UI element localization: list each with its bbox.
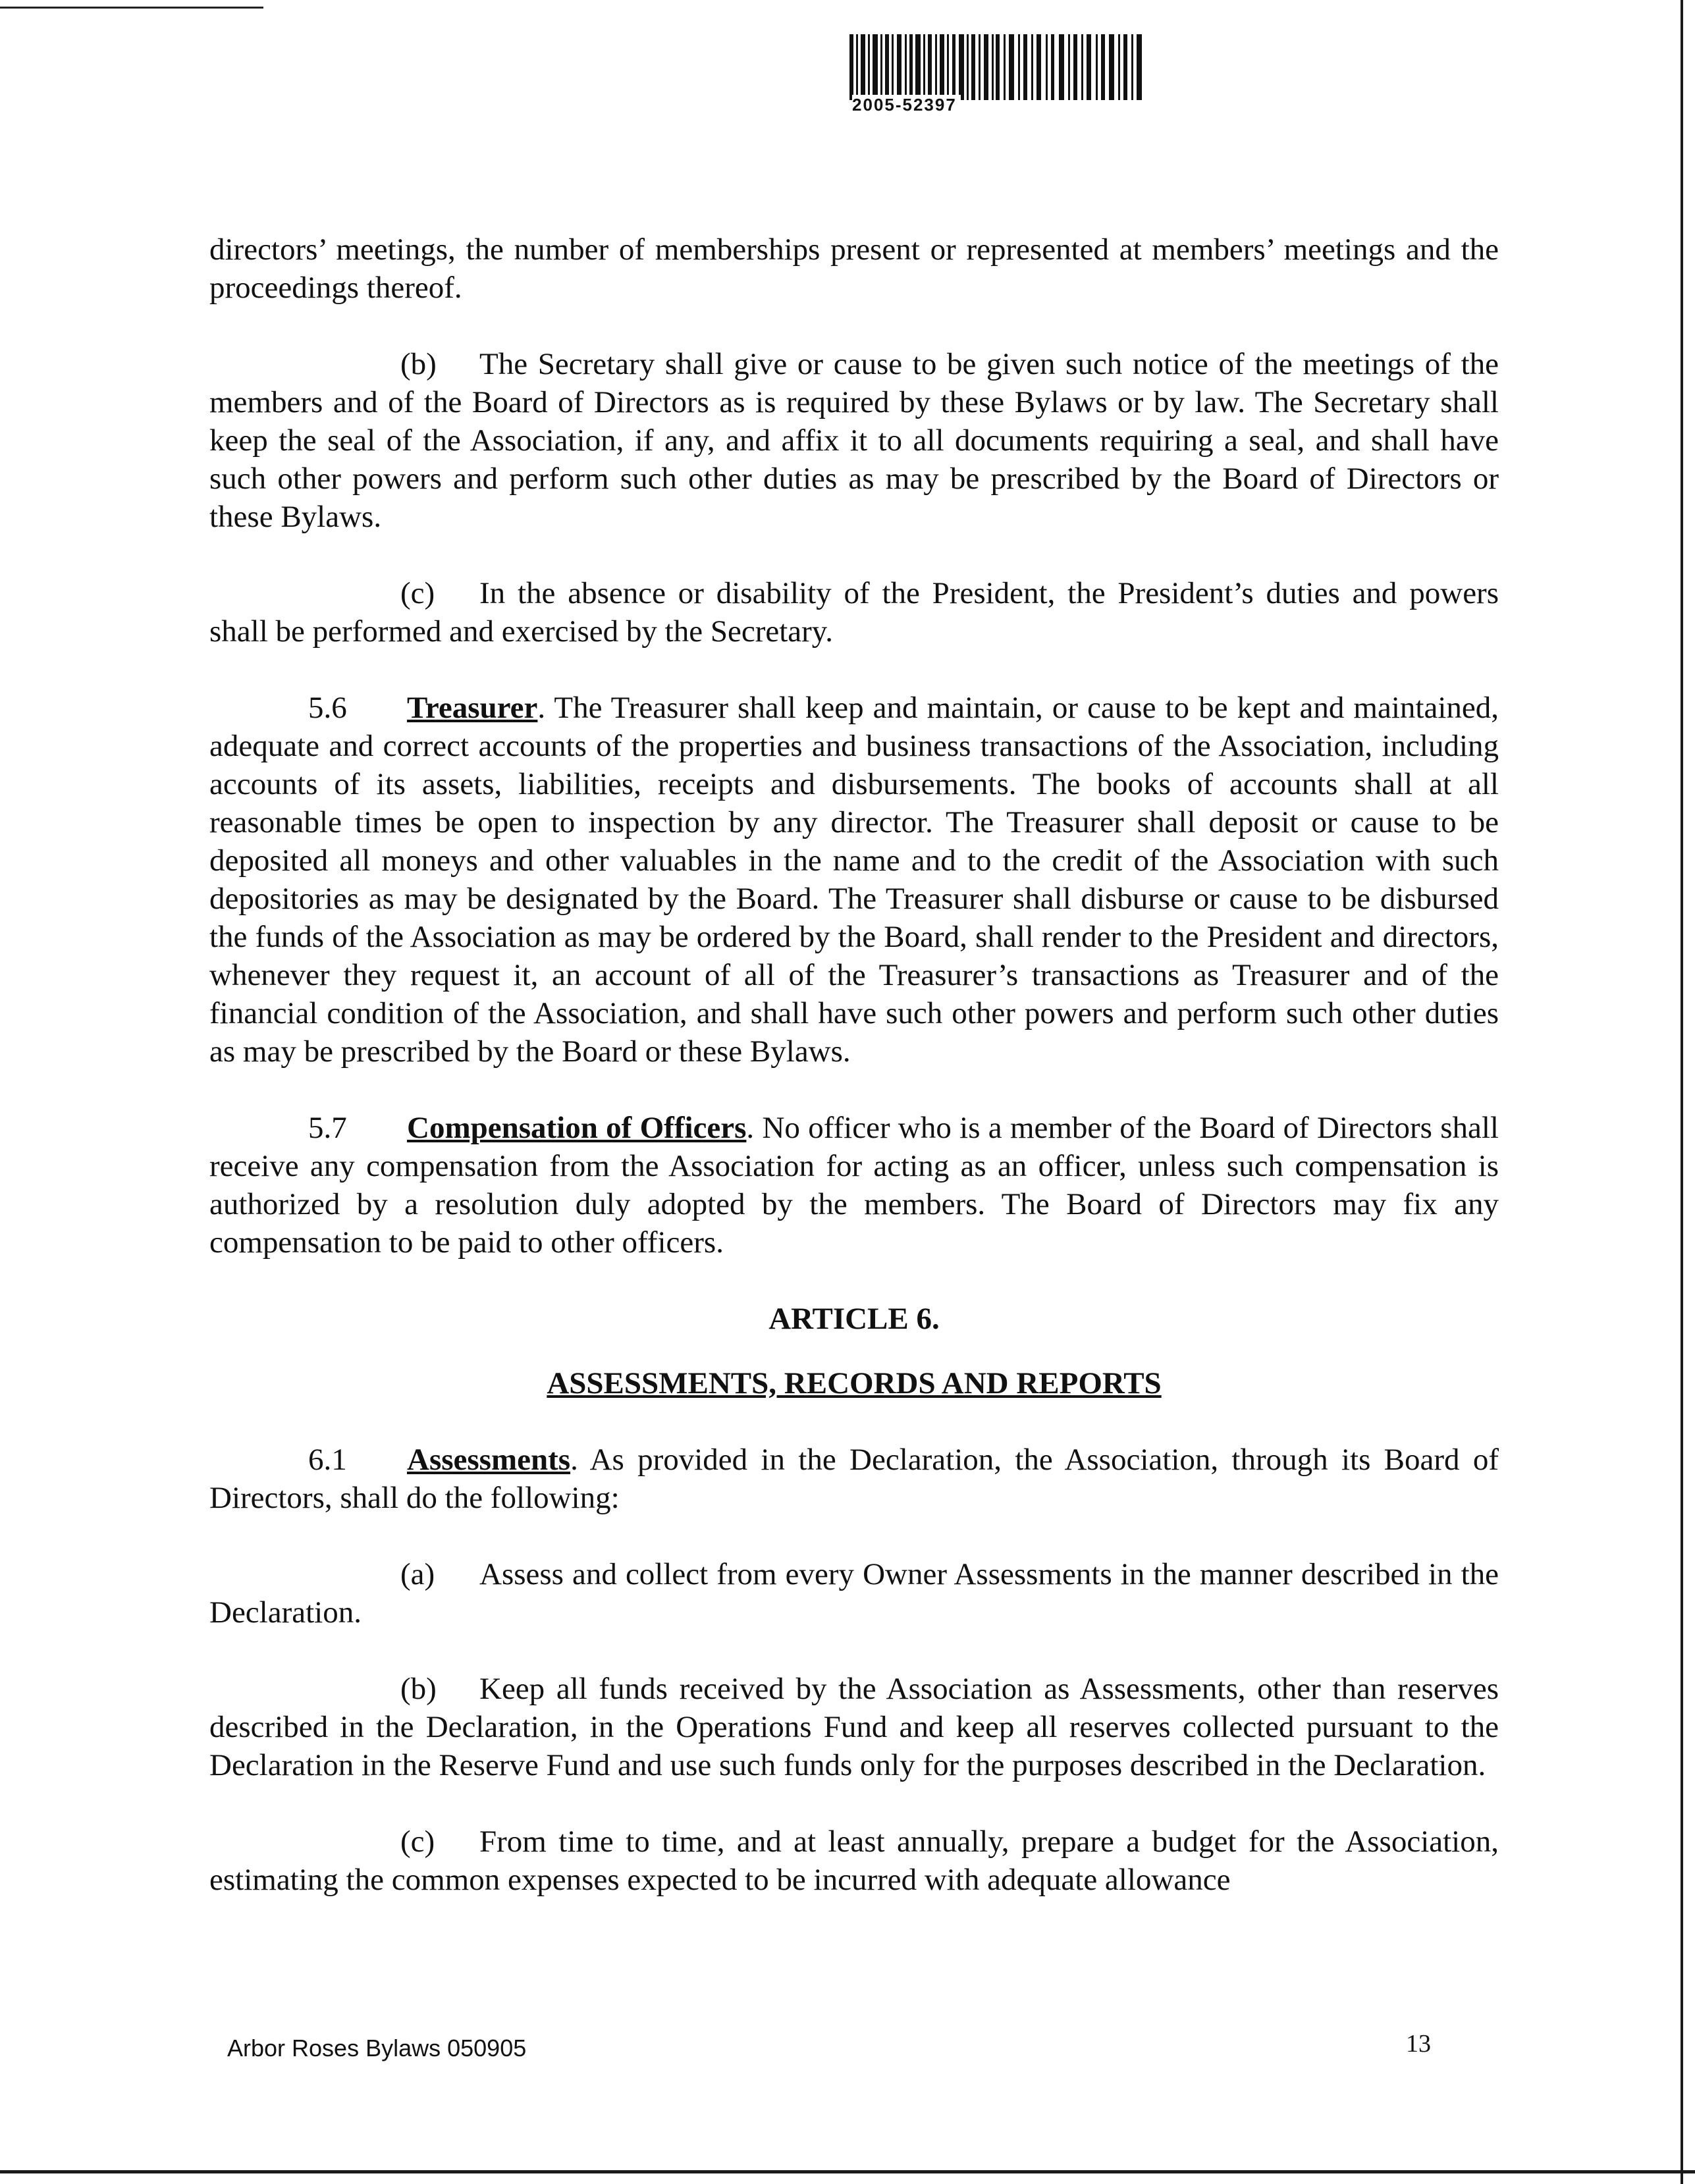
article-title: ARTICLE 6.: [768, 1302, 940, 1336]
scan-edge-line: [0, 7, 263, 9]
barcode-icon: [849, 34, 1146, 100]
scan-border-bottom: [0, 2170, 1695, 2173]
paragraph-6-1-b: [209, 1670, 1499, 1784]
section-5-6: [209, 689, 1499, 1071]
item-number: (c): [400, 576, 435, 610]
section-text: . As provided in the Declaration, the Association, through its Board of Directors, shall do the following:: [209, 1443, 1499, 1515]
section-number: 5.7: [308, 1111, 347, 1145]
item-text: Keep all funds received by the Association as Assessments, other than reserves described in the Declaration, in the Operations Fund and keep all reserves collected pursuant to the Declaration in the Reserve Fund and use such funds only for the purposes described in the Declaration.: [209, 1672, 1499, 1782]
item-text: From time to time, and at least annually, prepare a budget for the Association, estimating the common expenses expected to be incurred with adequate allowance: [209, 1824, 1499, 1897]
section-number: 5.6: [308, 691, 347, 725]
paragraph-6-1-c: [209, 1823, 1499, 1899]
item-number: (a): [400, 1557, 435, 1591]
footer-document-name: Arbor Roses Bylaws 050905: [227, 2035, 527, 2062]
section-heading: Assessments: [407, 1443, 571, 1477]
section-6-1: [209, 1441, 1499, 1517]
section-text: . No officer who is a member of the Board of Directors shall receive any compensation from the Association for acting as an officer, unless such compensation is authorized by a resolution duly adopted by the members. The Board of Directors may fix any compensation to be paid to other officers.: [209, 1111, 1499, 1260]
intro-paragraph: directors’ meetings, the number of memberships present or represented at members’ meetings and the proceedings thereof.: [209, 232, 1499, 305]
section-text: . The Treasurer shall keep and maintain, or cause to be kept and maintained, adequate and correct accounts of the properties and business transactions of the Association, including accounts of its assets, liabilities, receipts and disbursements. The books of accounts shall at all reasonable times be open to inspection by any director. The Treasurer shall deposit or cause to be deposited all moneys and other valuables in the name and to the credit of the Association with such depositories as may be designated by the Board. The Treasurer shall disburse or cause to be disbursed the funds of the Association as may be ordered by the Board, shall render to the President and directors, whenever they request it, an account of all of the Treasurer’s transactions as Treasurer and of the financial condition of the Association, and shall have such other powers and perform such other duties as may be prescribed by the Board or these Bylaws.: [209, 691, 1499, 1069]
paragraph-5-5-c: [209, 574, 1499, 651]
section-heading: Treasurer: [407, 691, 538, 725]
item-number: (b): [400, 347, 437, 381]
page-number: 13: [1406, 2030, 1431, 2058]
item-text: In the absence or disability of the President, the President’s duties and powers shall be performed and exercised by the Secretary.: [209, 576, 1499, 649]
document-barcode: [849, 34, 1152, 115]
section-5-7: [209, 1109, 1499, 1262]
section-heading: Compensation of Officers: [407, 1111, 747, 1145]
item-number: (c): [400, 1824, 435, 1859]
paragraph-5-5-b: [209, 345, 1499, 536]
section-number: 6.1: [308, 1443, 347, 1477]
article-subtitle: ASSESSMENTS, RECORDS AND REPORTS: [547, 1366, 1162, 1400]
scan-border-right: [1681, 0, 1683, 2184]
item-number: (b): [400, 1672, 437, 1706]
document-body: [209, 230, 1499, 1937]
paragraph-6-1-a: [209, 1555, 1499, 1632]
item-text: Assess and collect from every Owner Assessments in the manner described in the Declaration.: [209, 1557, 1499, 1630]
item-text: The Secretary shall give or cause to be given such notice of the meetings of the members and of the Board of Directors as is required by these Bylaws or by law. The Secretary shall keep the seal of the Association, if any, and affix it to all documents requiring a seal, and shall have such other powers and perform such other duties as may be prescribed by the Board of Directors or these Bylaws.: [209, 347, 1499, 534]
barcode-number: 2005-52397: [852, 95, 961, 115]
